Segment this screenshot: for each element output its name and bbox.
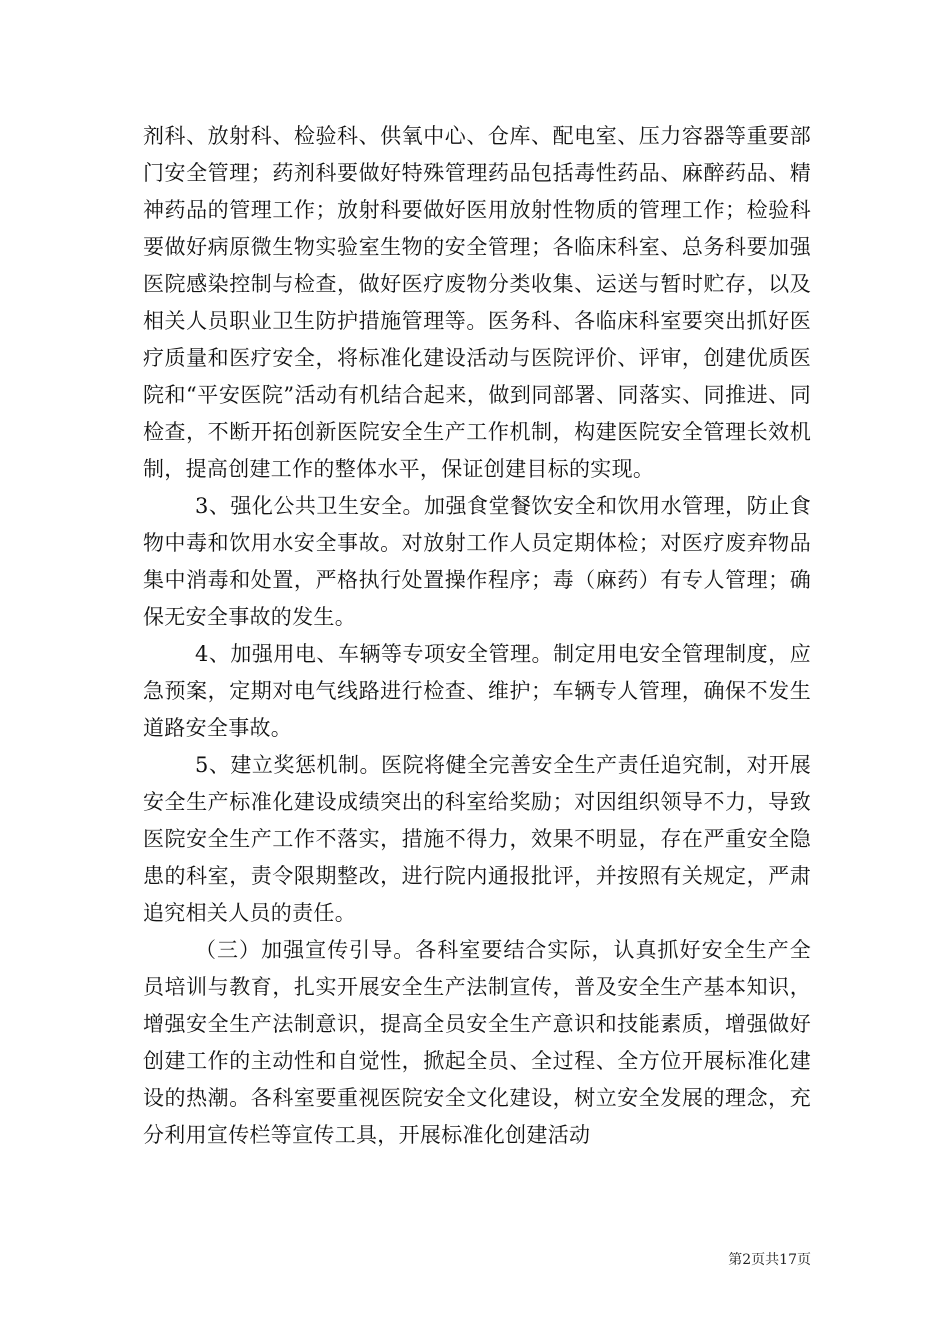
paragraph-continuation: 剂科、放射科、检验科、供氧中心、仓库、配电室、压力容器等重要部门安全管理；药剂科要做好特殊管理药品包括毒性药品、麻醉药品、精神药品的管理工作；放射科要做好医用放射性物质的管理工作；检验科要做好病原微生物实验室生物的安全管理；各临床科室、总务科要加强医院感染控制与检查，做好医疗废物分类收集、运送与暂时贮存，以及相关人员职业卫生防护措施管理等。医务科、各临床科室要突出抓好医疗质量和医疗安全，将标准化建设活动与医院评价、评审，创建优质医院和“平安医院”活动有机结合起来，做到同部署、同落实、同推进、同检查，不断开拓创新医院安全生产工作机制，构建医院安全管理长效机制，提高创建工作的整体水平，保证创建目标的实现。 bbox=[143, 124, 811, 481]
paragraph-section-3: （三）加强宣传引导。各科室要结合实际，认真抓好安全生产全员培训与教育，扎实开展安全生产法制宣传，普及安全生产基本知识，增强安全生产法制意识，提高全员安全生产意识和技能素质，增强做好创建工作的主动性和自觉性，掀起全员、全过程、全方位开展标准化建设的热潮。各科室要重视医院安全文化建设，树立安全发展的理念，充分利用宣传栏等宣传工具，开展标准化创建活动 bbox=[143, 938, 811, 1147]
paragraph-item-3: 3、强化公共卫生安全。加强食堂餐饮安全和饮用水管理，防止食物中毒和饮用水安全事故。对放射工作人员定期体检；对医疗废弃物品集中消毒和处置，严格执行处置操作程序；毒（麻药）有专人管理；确保无安全事故的发生。 bbox=[143, 494, 811, 629]
page-number: 第2页共17页 bbox=[728, 1252, 811, 1268]
paragraph-item-5: 5、建立奖惩机制。医院将健全完善安全生产责任追究制，对开展安全生产标准化建设成绩突出的科室给奖励；对因组织领导不力，导致医院安全生产工作不落实，措施不得力，效果不明显，存在严重安全隐患的科室，责令限期整改，进行院内通报批评，并按照有关规定，严肃追究相关人员的责任。 bbox=[143, 753, 811, 925]
paragraph-item-4: 4、加强用电、车辆等专项安全管理。制定用电安全管理制度，应急预案，定期对电气线路进行检查、维护；车辆专人管理，确保不发生道路安全事故。 bbox=[143, 642, 811, 740]
document-body bbox=[143, 118, 811, 1154]
